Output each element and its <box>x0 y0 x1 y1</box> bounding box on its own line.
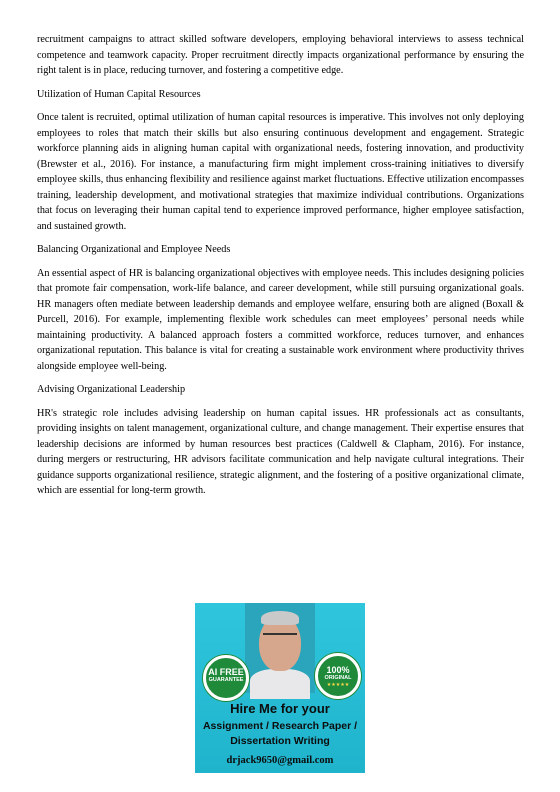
badge-right-subtitle: ORIGINAL <box>324 675 352 681</box>
ad-services-line2: Dissertation Writing <box>230 735 330 747</box>
portrait-photo <box>245 603 315 693</box>
ad-services-line1: Assignment / Research Paper / <box>202 720 358 732</box>
portrait-hair <box>261 611 299 625</box>
paragraph-utilization: Once talent is recruited, optimal utilization of human capital resources is imperative. This involves not only deploying employees to roles that match their skills but also ensuring continuous development and engagement. Strategic workforce planning aids in aligning human capital with organizational needs, fostering innovation, and productivity (Brewster et al., 2016). For instance, a manufacturing firm might implement cross-training initiatives to diversify employee skills, thus enhancing flexibility and resilience against market fluctuations. Effective utilization encompasses training, leadership development, and motivational strategies that maximize individual contributions. Organizations that focus on leveraging their human capital tend to experience improved performance, higher employee satisfaction, and sustained growth. <box>37 112 524 232</box>
document-body <box>37 32 524 507</box>
badge-right-title: 100% <box>326 665 350 675</box>
badge-left-title: AI FREE <box>208 667 244 677</box>
ad-email[interactable]: drjack9650@gmail.com <box>226 755 334 766</box>
badge-left-subtitle: GUARANTEE <box>208 677 244 683</box>
star-rating-icon: ★★★★★ <box>326 682 350 688</box>
paragraph-recruitment: recruitment campaigns to attract skilled software developers, employing behavioral interviews to assess technical competence and teamwork capacity. Proper recruitment directly impacts organizational performance by ensuring the right talent is in place, reducing turnover, and fostering a competitive edge. <box>37 34 524 76</box>
portrait-shirt <box>250 669 310 699</box>
ai-free-guarantee-badge <box>203 655 249 701</box>
paragraph-advising: HR's strategic role includes advising leadership on human capital issues. HR professionals act as consultants, providing insights on talent management, organizational culture, and change management. Their expertise ensures that leadership decisions are informed by human resources best practices (Caldwell & Clapham, 2016). For instance, during mergers or restructuring, HR advisors facilitate communication and help navigate cultural integrations. Their guidance supports organizational resilience, strategic alignment, and the fostering of a positive organizational climate, which are essential for long-term growth. <box>37 407 524 496</box>
heading-balancing: Balancing Organizational and Employee Needs <box>37 244 231 255</box>
portrait-glasses <box>263 633 297 643</box>
paragraph-balancing: An essential aspect of HR is balancing organizational objectives with employee needs. This includes designing policies that promote fair compensation, work-life balance, and career development, while still pursuing organizational goals. HR managers often mediate between leadership demands and employee welfare, ensuring both are aligned (Boxall & Purcell, 2016). For example, implementing flexible work schedules can meet employees’ personal needs while maintaining productivity. A balanced approach fosters a committed workforce, reduces turnover, and enhances organizational reputation. This balance is vital for creating a sustainable work environment where productivity thrives alongside employee well-being. <box>37 267 524 372</box>
ad-headline: Hire Me for your <box>230 701 330 716</box>
heading-advising: Advising Organizational Leadership <box>37 384 186 395</box>
heading-utilization: Utilization of Human Capital Resources <box>37 88 201 100</box>
advertisement-banner[interactable] <box>195 603 365 773</box>
original-badge <box>315 653 361 699</box>
